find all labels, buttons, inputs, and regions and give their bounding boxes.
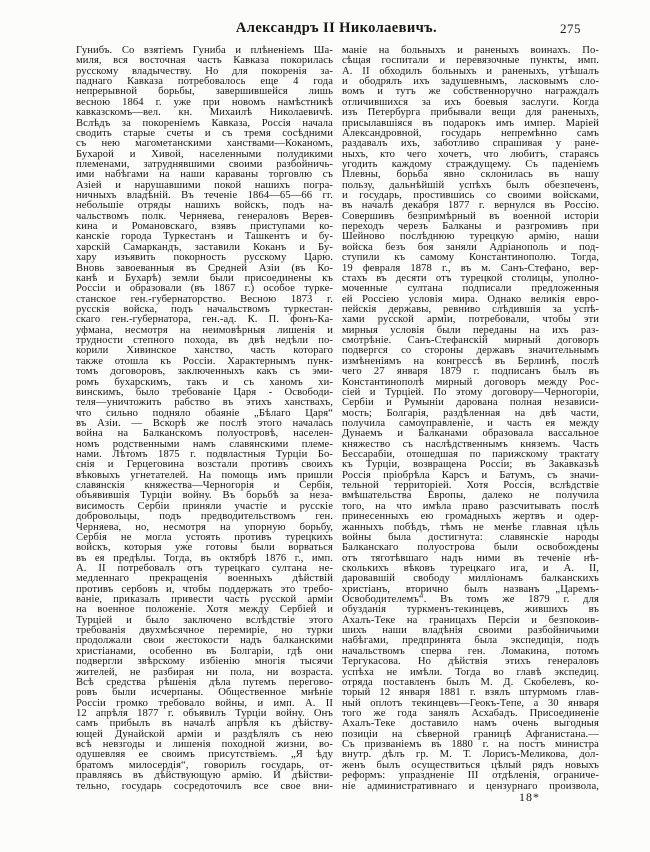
text-line: висимость Сербіи приняли участіе и русскіе	[76, 500, 333, 512]
text-line: Освободителемъ“. Въ томъ же 1879 г. для	[342, 594, 599, 606]
text-line: успѣха не имѣли. Тогда во главѣ экспедиц.	[342, 666, 599, 678]
text-line: Черняева, но, несмотря на упорную борьбу,	[76, 521, 333, 533]
text-line: ный оплотъ текинцевъ—Геокъ-Тепе, а 30 января	[342, 697, 599, 709]
text-line: уфмана, несмотря на неимовѣрныя лишенія и	[76, 324, 333, 336]
text-line: А. II обходилъ больныхъ и раненыхъ, утѣшалъ	[342, 65, 599, 77]
text-line: подвергся со стороны державъ значительнымъ	[342, 345, 599, 357]
text-line: моченные султана подписали предложенныя	[342, 283, 599, 295]
text-line: медленнаго прекращенія военныхъ дѣйствій	[76, 573, 333, 585]
text-line: Всѣ средства рѣшенія дѣла путемъ перегово-	[76, 676, 333, 688]
text-line: мость; Болгарія, раздѣленная на двѣ части,	[342, 407, 599, 419]
text-line: весною 1864 г. уже при новомъ намѣстникѣ	[76, 96, 333, 108]
text-line: принесенныхъ ею громадныхъ жертвъ и одер-	[342, 511, 599, 523]
text-line: Бухарой и Хивой, населенными полудикими	[76, 148, 333, 160]
text-line: ромъ бухарскимъ, такъ и съ ханомъ хи-	[76, 376, 333, 388]
text-line: объявившія Турціи войну. Въ борьбѣ за неза-	[76, 490, 333, 502]
text-line: мирныя условія были переданы на ихъ раз-	[342, 324, 599, 336]
text-line: Россія пріобрѣла Карсъ и Батумъ, съ значи-	[342, 469, 599, 481]
text-line: Ахалъ-Теке на границахъ Персіи и безпокоив-	[342, 614, 599, 626]
text-line: славянскія княжества—Черногорія и Сербія,	[76, 480, 333, 492]
text-line: чальствомъ полк. Черняева, генераловъ Верев-	[76, 210, 333, 222]
text-line: жителей, не разбирая ни пола, ни возраста.	[76, 666, 333, 678]
text-line: Шейново послѣднюю турецкую армію, наши	[342, 231, 599, 243]
text-line: А. II потребовалъ отъ турецкаго султана не-	[76, 562, 333, 574]
text-line: чего 27 января 1879 г. подписанъ былъ въ	[342, 366, 599, 378]
page-header	[78, 20, 595, 38]
text-line: присылавшіяся въ подарокъ имъ импер. Маріей	[342, 117, 599, 129]
text-line: русскому владычеству. Но для покоренія за-	[76, 65, 333, 77]
text-line: съ нею магометанскими ханствами—Коканомъ,	[76, 138, 333, 150]
text-line: противъ сербовъ и, чтобы поддержать это требо-	[76, 583, 333, 595]
text-line: Вновь завоеванныя въ Средней Азіи (въ Ко-	[76, 262, 333, 274]
text-line: Вслѣдъ за покореніемъ Кавказа, Россія начала	[76, 117, 333, 129]
text-line: Сербіи и Румыніи дарована полная независи-	[342, 397, 599, 409]
text-line: кина и Романовскаго, взявъ приступами ко-	[76, 221, 333, 233]
text-line: также отошла къ Россіи. Характернымъ пунк-	[76, 355, 333, 367]
text-line: нами. Лѣтомъ 1875 г. подвластныя Турціи Бо-	[76, 449, 333, 461]
text-line: Плевны, борьба явно склонилась въ нашу	[342, 169, 599, 181]
text-line: ими набѣгами на наши караваны торговлю съ	[76, 169, 333, 181]
text-line: номъ родственными намъ славянскими племе-	[76, 438, 333, 450]
text-line: ничныхъ владѣній. Въ теченіе 1864—65—66 гг.	[76, 190, 333, 202]
text-line: вомъ и тутъ же собственноручно награждалъ	[342, 86, 599, 98]
text-line: раздавалъ ихъ, заботливо спрашивая у ране-	[342, 138, 599, 150]
text-line: отряда поставленъ былъ М. Д. Скобелевъ, ко-	[342, 676, 599, 688]
text-line: Азіей и нарушавшими покой нашихъ погра-	[76, 179, 333, 191]
text-line: Бессарабіи, отошедшая по парижскому трактату	[342, 449, 599, 461]
text-line: Тергукасова. Но дѣйствія этихъ генераловъ	[342, 656, 599, 668]
text-line: харскій Самаркандъ, заставили Коканъ и Бу-	[76, 241, 333, 253]
text-line: братомъ милосердія“, говорилъ государь, от-	[76, 759, 333, 771]
text-line: томъ договоровъ, заключенныхъ какъ съ эми-	[76, 366, 333, 378]
text-line: стахъ въ десяти отъ турецкой столицы, уполно-	[342, 272, 599, 284]
text-line: войны была достигнута: славянскіе народы	[342, 531, 599, 543]
column-right	[342, 46, 599, 792]
text-line: набѣгами, предпринята была экспедиція, подъ	[342, 635, 599, 647]
text-line: реформъ: упраздненіе III отдѣленія, ограниче-	[342, 770, 599, 782]
text-line: пейскія державы, ревниво слѣдившія за успѣ-	[342, 303, 599, 315]
text-line: скаго ген.-губернатора, ген.-ад. К. П. фонъ-Ка-	[76, 314, 333, 326]
text-line: и ободрялъ ихъ задушевнымъ, ласковымъ сло-	[342, 76, 599, 88]
text-line: требованія двухмѣсячное перемиріе, но турки	[76, 625, 333, 637]
text-line: сіей и Турціей. По этому договору—Черногоріи,	[342, 386, 599, 398]
text-line: всѣ невзгоды и лишенія походной жизни, во-	[76, 739, 333, 751]
text-line: продолжали свои жестокости надъ балканскими	[76, 635, 333, 647]
page-number: 275	[560, 21, 581, 36]
text-line: измѣненіямъ на конгрессѣ въ Берлинѣ, послѣ	[342, 355, 599, 367]
text-line: ровъ были исчерпаны. Общественное мнѣніе	[76, 687, 333, 699]
text-line: обузданія туркменъ-текинцевъ, жившихъ въ	[342, 604, 599, 616]
text-line: изъ Петербурга прибывали вещи для раненыхъ,	[342, 107, 599, 119]
text-line: того же года занялъ Асхабадъ. Присоединеніе	[342, 708, 599, 719]
text-line: войска безъ боя заняли Адріанополь и под-	[342, 241, 599, 253]
signature-mark: 18*	[519, 790, 540, 804]
running-head-title: Александръ II Николаевичъ.	[235, 20, 438, 36]
text-line: Александровной, государь непремѣнно самъ	[342, 127, 599, 139]
text-line: и государь, простившись со своими войсками,	[342, 190, 599, 202]
text-line: ступили къ самому Константинополю. Тогда,	[342, 252, 599, 264]
text-line: Константинополѣ мирный договоръ между Рос-	[342, 376, 599, 388]
text-line: теля—уничтожить рабство въ этихъ ханствахъ,	[76, 397, 333, 409]
text-line: на военное положеніе. Хотя между Сербіей и	[76, 604, 333, 616]
text-line: отъ тяготѣвшаго надъ ними въ теченіе нѣ-	[342, 552, 599, 564]
text-line: хару изъявить покорность русскому Царю.	[76, 252, 333, 264]
text-line: Дунаемъ и Балканами образовала вассальное	[342, 428, 599, 440]
text-line: вмѣшательства Европы, далеко не получила	[342, 490, 599, 502]
text-line: хами русской арміи, потребовали, чтобы эти	[342, 314, 599, 326]
text-line: войскъ, которыя уже готовы были ворваться	[76, 542, 333, 554]
text-line: Ахалъ-Теке доставило намъ очень выгодныя	[342, 718, 599, 730]
text-line: Балканскаго полуострова были освобождены	[342, 542, 599, 554]
text-line: 12 апрѣля 1877 г. объявилъ Турціи войну. Онъ	[76, 708, 333, 719]
text-line: Съ призваніемъ въ 1880 г. на постъ министра	[342, 739, 599, 751]
text-line: одушевляя ее своимъ присутствіемъ. „Я ѣду	[76, 749, 333, 761]
text-line: въ Азіи. — Вскорѣ же послѣ этого началась	[76, 417, 333, 429]
text-line: шихъ наши владѣнія своими разбойничьими	[342, 625, 599, 637]
text-line: 19 февраля 1878 г., въ м. Санъ-Стефано, вер-	[342, 262, 599, 274]
text-line: что сильно подняло обаяніе „Бѣлаго Царя“	[76, 407, 333, 419]
text-line: война на Балканскомъ полуостровѣ, населен-	[76, 428, 333, 440]
text-line: княжество съ наслѣдственнымъ княземъ. Часть	[342, 438, 599, 450]
text-line: пользу, дальнѣйшій успѣхъ былъ обезпеченъ,	[342, 179, 599, 191]
text-line: канѣ и Бухарѣ) земли были присоединены къ	[76, 272, 333, 284]
text-line: непрерывной борьбы, завершившейся лишь	[76, 86, 333, 98]
text-line: племенами, затруднявшими своими разбойничь-	[76, 158, 333, 170]
text-line: въ ея предѣлы. Тогда, въ октябрѣ 1876 г., имп.	[76, 552, 333, 564]
text-line: жанныхъ побѣдъ, тѣмъ не менѣе главная цѣль	[342, 521, 599, 533]
text-line: самъ прибылъ въ началѣ апрѣля къ дѣйству-	[76, 718, 333, 730]
text-line: христіанъ, вторично былъ названъ „Царемъ-	[342, 583, 599, 595]
column-left	[76, 46, 333, 792]
text-line: Совершивъ безпримѣрный въ военной исторіи	[342, 210, 599, 222]
text-line: ей Россіею условія мира. Однако великія евро-	[342, 293, 599, 305]
text-line: маніе на больныхъ и раненыхъ воинахъ. По-	[342, 45, 599, 56]
text-line: снія и Герцеговина возстали противъ своихъ	[76, 459, 333, 471]
text-line: ныхъ, кто чего хочетъ, что любитъ, стараясь	[342, 148, 599, 160]
text-line: даровавшій свободу милліонамъ балканскихъ	[342, 573, 599, 585]
text-line: подвергли звѣрскому избіенію многія тысячи	[76, 656, 333, 668]
text-line: кавказскомъ—вел. кн. Михаилѣ Николаевичѣ.	[76, 107, 333, 119]
text-line: того, на что имѣла право разсчитывать послѣ	[342, 500, 599, 512]
text-line: тельно, государь сосредоточилъ все свое вни-	[76, 780, 333, 792]
text-line: канскіе города Туркестанъ и Ташкентъ и бу-	[76, 231, 333, 243]
text-line: женъ былъ осуществиться цѣлый рядъ новыхъ	[342, 759, 599, 771]
text-line: небольшіе отряды нашихъ войскъ, подъ на-	[76, 200, 333, 212]
text-line: Россіи громко требовало войны, и имп. А. II	[76, 697, 333, 709]
text-line: паднаго Кавказа потребовалось еще 4 года	[76, 76, 333, 88]
text-line: сводить старые счеты и съ тремя сосѣдними	[76, 127, 333, 139]
text-line: добровольцы, подъ предводительствомъ ген.	[76, 511, 333, 523]
text-line: сѣщая госпитали и перевязочные пункты, имп.	[342, 55, 599, 67]
text-line: тельной территоріей. Хотя Россія, вслѣдствіе	[342, 480, 599, 492]
text-line: къ Турціи, возвращена Россіи; въ Закавказьѣ	[342, 459, 599, 471]
text-line: внутр. дѣлъ гр. М. Т. Лорисъ-Меликова, дол-	[342, 749, 599, 761]
text-line: русскія войска, подъ начальствомъ туркестан-	[76, 303, 333, 315]
text-line: христіанами, особенно въ Болгаріи, гдѣ они	[76, 645, 333, 657]
text-line: позиціи на сѣверной границѣ Афганистана.—	[342, 728, 599, 740]
text-columns	[76, 46, 599, 792]
text-line: корили Хивинское ханство, часть котораго	[76, 345, 333, 357]
text-line: Турціей и было заключено вслѣдствіе этого	[76, 614, 333, 626]
text-line: трудности степного похода, въ двѣ недѣли по-	[76, 335, 333, 347]
text-line: отличившихся за ихъ боевыя заслуги. Когда	[342, 96, 599, 108]
text-line: миля, вся восточная часть Кавказа покорилась	[76, 55, 333, 67]
text-line: ваніе, приказалъ привести часть русской арміи	[76, 594, 333, 606]
text-line: угодить каждому страждущему. Съ паденіемъ	[342, 158, 599, 170]
text-line: сколькихъ вѣковъ турецкаго ига, и А. II,	[342, 562, 599, 574]
text-line: получила самоуправленіе, и часть ея между	[342, 417, 599, 429]
text-line: смотрѣніе. Санъ-Стефанскій мирный договоръ	[342, 335, 599, 347]
text-line: торый 12 января 1881 г. взялъ штурмомъ глав-	[342, 687, 599, 699]
text-line: переходъ черезъ Балканы и разгромивъ при	[342, 221, 599, 233]
text-line: ніе административнаго и цензурнаго произвола,	[342, 780, 599, 792]
text-line: Россіи и образовали (въ 1867 г.) особое турке-	[76, 283, 333, 295]
text-line: винскимъ, было требованіе Царя - Освободи-	[76, 386, 333, 398]
text-line: ющей Дунайской арміи и раздѣлялъ съ нею	[76, 728, 333, 740]
text-line: правляясь въ дѣйствующую армію. И дѣйстви-	[76, 770, 333, 782]
text-line: начальствомъ сперва ген. Ломакина, потомъ	[342, 645, 599, 657]
text-line: Гунибъ. Со взятіемъ Гуниба и плѣненіемъ Ша-	[76, 45, 333, 56]
text-line: вѣковыхъ угнетателей. На помощь имъ пришли	[76, 469, 333, 481]
text-line: въ началѣ декабря 1877 г. вернулся въ Россію.	[342, 200, 599, 212]
text-line: Сербія не могла устоять противъ турецкихъ	[76, 531, 333, 543]
text-line: станское ген.-губернаторство. Весною 1873 г.	[76, 293, 333, 305]
